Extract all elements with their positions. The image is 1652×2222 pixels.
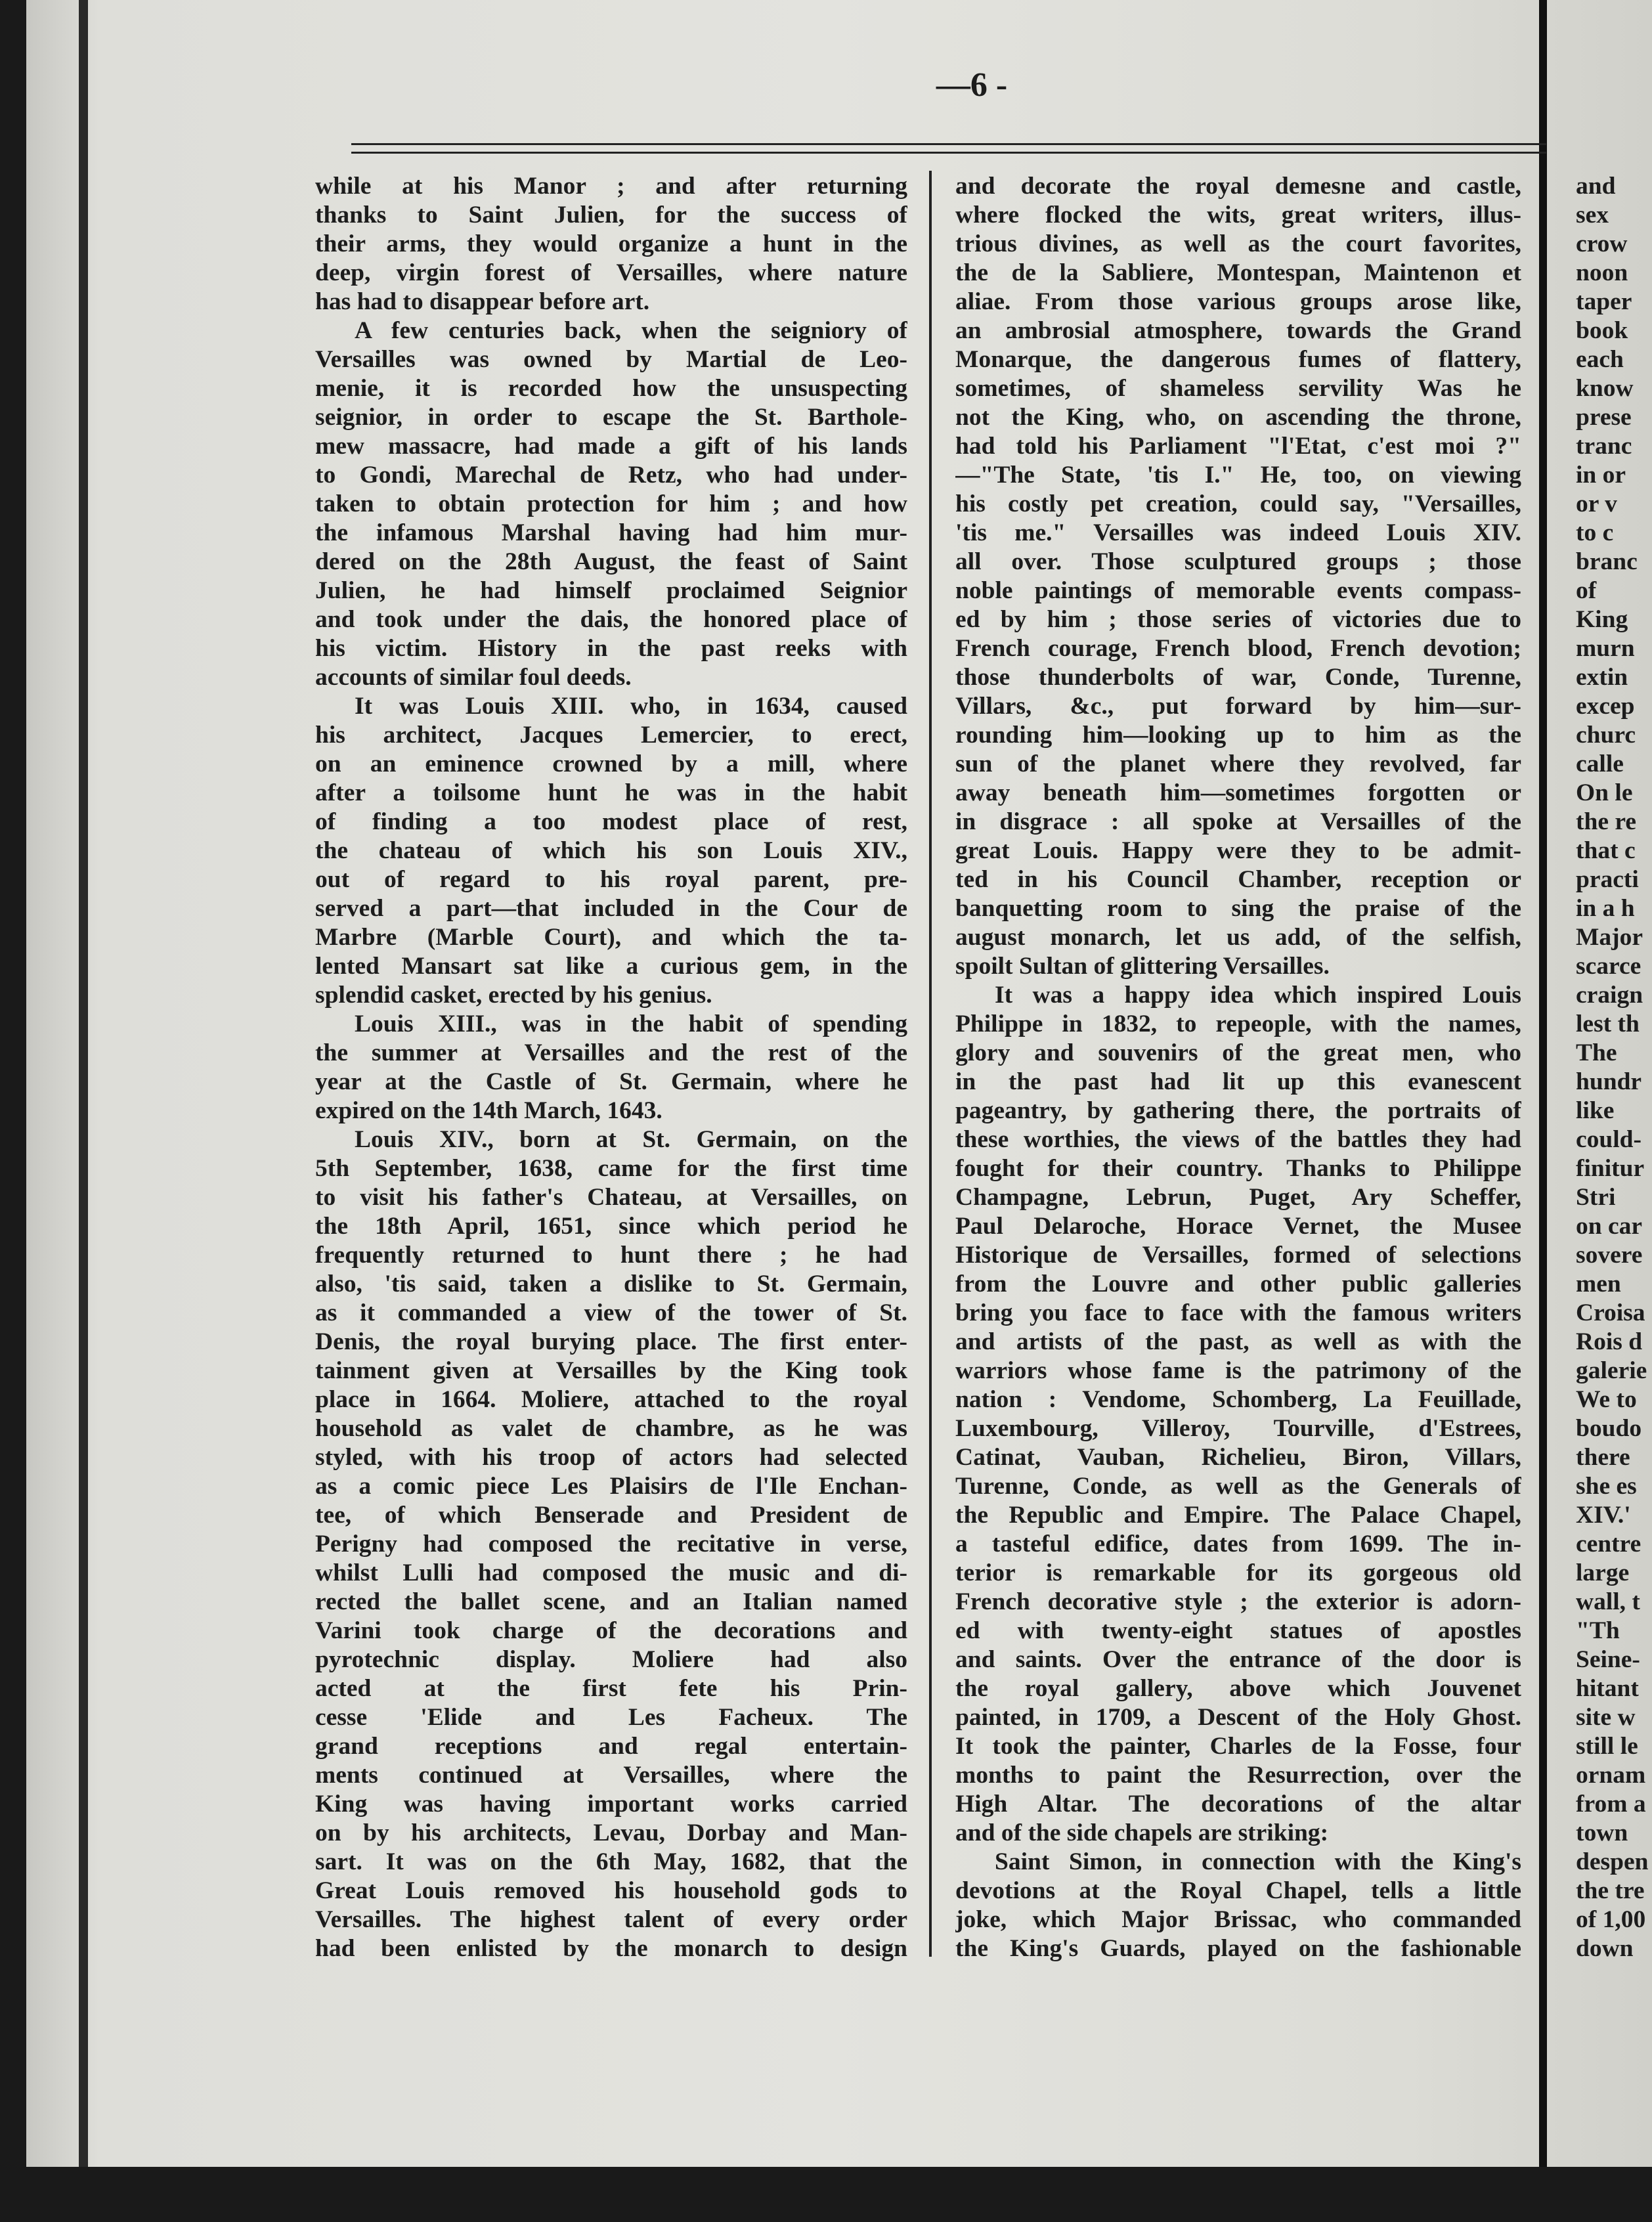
- text-line: spoilt Sultan of glittering Versailles.: [955, 953, 1330, 980]
- text-line: in the past had lit up this evanescent: [955, 1068, 1521, 1095]
- text-line: acted at the first fete his Prin-: [315, 1675, 907, 1702]
- text-line: place in 1664. Moliere, attached to the royal: [315, 1386, 907, 1413]
- text-line: menie, it is recorded how the unsuspecting: [315, 375, 907, 402]
- text-line: after a toilsome hunt he was in the habit: [315, 779, 907, 806]
- text-line: extin: [1576, 664, 1628, 691]
- text-line: hundr: [1576, 1068, 1642, 1095]
- text-line: Varini took charge of the decorations and: [315, 1617, 907, 1644]
- text-line: devotions at the Royal Chapel, tells a little: [955, 1877, 1521, 1904]
- text-line: all over. Those sculptured groups ; those: [955, 548, 1521, 575]
- text-line: these worthies, the views of the battles they had: [955, 1126, 1521, 1153]
- text-line: scarce: [1576, 953, 1641, 980]
- text-line: tee, of which Benserade and President de: [315, 1502, 907, 1529]
- text-line: town: [1576, 1819, 1628, 1846]
- text-line: excep: [1576, 693, 1635, 720]
- text-line: Champagne, Lebrun, Puget, Ary Scheffer,: [955, 1184, 1521, 1211]
- text-line: painted, in 1709, a Descent of the Holy Ghost.: [955, 1704, 1521, 1731]
- text-line: noon: [1576, 259, 1628, 286]
- text-line: fought for their country. Thanks to Philippe: [955, 1155, 1521, 1182]
- text-line: Seine-: [1576, 1646, 1640, 1673]
- text-line: still le: [1576, 1733, 1638, 1760]
- text-line: Monarque, the dangerous fumes of flattery,: [955, 346, 1521, 373]
- header-double-rule: [351, 143, 1546, 154]
- text-line: nation : Vendome, Schomberg, La Feuillade,: [955, 1386, 1521, 1413]
- text-line: The: [1576, 1039, 1617, 1066]
- text-line: she es: [1576, 1473, 1637, 1500]
- text-line: the summer at Versailles and the rest of the: [315, 1039, 907, 1066]
- text-line: murn: [1576, 635, 1635, 662]
- text-line: in a h: [1576, 895, 1635, 922]
- text-line: as it commanded a view of the tower of St.: [315, 1299, 907, 1326]
- text-line: from a: [1576, 1791, 1646, 1818]
- text-line: Luxembourg, Villeroy, Tourville, d'Estrees,: [955, 1415, 1521, 1442]
- text-line: bring you face to face with the famous writers: [955, 1299, 1521, 1326]
- text-line: Louis XIII., was in the habit of spending: [355, 1011, 907, 1037]
- text-line: away beneath him—sometimes forgotten or: [955, 779, 1521, 806]
- text-line: sex: [1576, 202, 1609, 229]
- text-line: of finding a too modest place of rest,: [315, 808, 907, 835]
- text-line: Historique de Versailles, formed of selections: [955, 1242, 1521, 1269]
- text-line: also, 'tis said, taken a dislike to St. Germain,: [315, 1271, 907, 1297]
- text-line: King: [1576, 606, 1628, 633]
- text-line: King was having important works carried: [315, 1791, 907, 1818]
- text-line: styled, with his troop of actors had selected: [315, 1444, 907, 1471]
- text-line: book: [1576, 317, 1628, 344]
- text-line: frequently returned to hunt there ; he had: [315, 1242, 907, 1269]
- text-line: rounding him—looking up to him as the: [955, 722, 1521, 749]
- text-line: the Republic and Empire. The Palace Chapel,: [955, 1502, 1521, 1529]
- text-line: wall, t: [1576, 1588, 1640, 1615]
- text-line: Julien, he had himself proclaimed Seignior: [315, 577, 907, 604]
- text-line: Great Louis removed his household gods to: [315, 1877, 907, 1904]
- film-edge-bottom: [0, 2167, 1652, 2222]
- text-line: prese: [1576, 404, 1632, 431]
- text-line: grand receptions and regal entertain-: [315, 1733, 907, 1760]
- text-line: the de la Sabliere, Montespan, Maintenon et: [955, 259, 1521, 286]
- text-line: great Louis. Happy were they to be admit-: [955, 837, 1521, 864]
- text-line: on car: [1576, 1213, 1643, 1240]
- text-line: like: [1576, 1097, 1615, 1124]
- text-line: Rois d: [1576, 1328, 1643, 1355]
- text-line: practi: [1576, 866, 1639, 893]
- text-line: from the Louvre and other public galleries: [955, 1271, 1521, 1297]
- text-line: Versailles. The highest talent of every order: [315, 1906, 907, 1933]
- text-line: large: [1576, 1559, 1630, 1586]
- text-line: those thunderbolts of war, Conde, Turenne,: [955, 664, 1521, 691]
- text-line: an ambrosial atmosphere, towards the Grand: [955, 317, 1521, 344]
- text-line: site w: [1576, 1704, 1636, 1731]
- text-line: pageantry, by gathering there, the portraits of: [955, 1097, 1521, 1124]
- text-line: of: [1576, 577, 1597, 604]
- text-line: sart. It was on the 6th May, 1682, that the: [315, 1848, 907, 1875]
- text-line: there: [1576, 1444, 1630, 1471]
- text-line: Versailles was owned by Martial de Leo-: [315, 346, 907, 373]
- text-line: had told his Parliament "l'Etat, c'est moi ?": [955, 433, 1521, 460]
- text-line: the tre: [1576, 1877, 1645, 1904]
- text-line: august monarch, let us add, of the selfish,: [955, 924, 1521, 951]
- text-line: in disgrace : all spoke at Versailles of the: [955, 808, 1521, 835]
- text-line: thanks to Saint Julien, for the success of: [315, 202, 907, 229]
- text-line: his architect, Jacques Lemercier, to erect,: [315, 722, 907, 749]
- text-line: sometimes, of shameless servility Was he: [955, 375, 1521, 402]
- text-line: "Th: [1576, 1617, 1620, 1644]
- text-line: ted in his Council Chamber, reception or: [955, 866, 1521, 893]
- text-line: served a part—that included in the Cour de: [315, 895, 907, 922]
- text-line: the King's Guards, played on the fashionable: [955, 1935, 1521, 1962]
- text-line: on an eminence crowned by a mill, where: [315, 751, 907, 777]
- text-line: year at the Castle of St. Germain, where he: [315, 1068, 907, 1095]
- text-line: tainment given at Versailles by the King took: [315, 1357, 907, 1384]
- text-line: branc: [1576, 548, 1638, 575]
- text-line: Marbre (Marble Court), and which the ta-: [315, 924, 907, 951]
- text-line: mew massacre, had made a gift of his lands: [315, 433, 907, 460]
- text-line: that c: [1576, 837, 1636, 864]
- text-line: a tasteful edifice, dates from 1699. The in-: [955, 1531, 1521, 1558]
- text-line: to Gondi, Marechal de Retz, who had under-: [315, 462, 907, 489]
- text-line: Paul Delaroche, Horace Vernet, the Musee: [955, 1213, 1521, 1240]
- text-line: and saints. Over the entrance of the door is: [955, 1646, 1521, 1673]
- text-line: sovere: [1576, 1242, 1643, 1269]
- text-line: taper: [1576, 288, 1632, 315]
- text-line: on by his architects, Levau, Dorbay and Man-: [315, 1819, 907, 1846]
- text-line: down: [1576, 1935, 1634, 1962]
- text-line: the infamous Marshal having had him mur-: [315, 519, 907, 546]
- text-line: the 18th April, 1651, since which period he: [315, 1213, 907, 1240]
- text-line: and took under the dais, the honored place of: [315, 606, 907, 633]
- text-line: taken to obtain protection for him ; and how: [315, 490, 907, 517]
- text-line: On le: [1576, 779, 1633, 806]
- text-line: household as valet de chambre, as he was: [315, 1415, 907, 1442]
- film-edge-inner: [79, 0, 88, 2222]
- text-line: ed by him ; those series of victories due to: [955, 606, 1521, 633]
- text-line: XIV.': [1576, 1502, 1631, 1529]
- text-line: could-: [1576, 1126, 1642, 1153]
- text-line: sun of the planet where they revolved, far: [955, 751, 1521, 777]
- text-line: and: [1576, 173, 1616, 200]
- text-line: and artists of the past, as well as with the: [955, 1328, 1521, 1355]
- text-line: warriors whose fame is the patrimony of the: [955, 1357, 1521, 1384]
- text-line: banquetting room to sing the praise of the: [955, 895, 1521, 922]
- text-line: lented Mansart sat like a curious gem, in the: [315, 953, 907, 980]
- text-line: terior is remarkable for its gorgeous old: [955, 1559, 1521, 1586]
- text-line: deep, virgin forest of Versailles, where nature: [315, 259, 907, 286]
- text-line: calle: [1576, 751, 1624, 777]
- text-line: or v: [1576, 490, 1617, 517]
- text-line: Denis, the royal burying place. The first enter-: [315, 1328, 907, 1355]
- text-line: the chateau of which his son Louis XIV.,: [315, 837, 907, 864]
- text-line: It was a happy idea which inspired Louis: [995, 982, 1521, 1009]
- text-line: Stri: [1576, 1184, 1616, 1211]
- text-line: to visit his father's Chateau, at Versailles, on: [315, 1184, 907, 1211]
- text-line: finitur: [1576, 1155, 1645, 1182]
- text-line: whilst Lulli had composed the music and di-: [315, 1559, 907, 1586]
- text-line: accounts of similar foul deeds.: [315, 664, 632, 691]
- text-line: We to: [1576, 1386, 1637, 1413]
- text-line: joke, which Major Brissac, who commanded: [955, 1906, 1521, 1933]
- text-line: hitant: [1576, 1675, 1639, 1702]
- text-line: churc: [1576, 722, 1636, 749]
- text-line: each: [1576, 346, 1624, 373]
- film-edge-left: [0, 0, 26, 2222]
- text-line: pyrotechnic display. Moliere had also: [315, 1646, 907, 1673]
- text-line: their arms, they would organize a hunt in the: [315, 230, 907, 257]
- text-line: boudo: [1576, 1415, 1642, 1442]
- text-line: and decorate the royal demesne and castle,: [955, 173, 1521, 200]
- text-line: splendid casket, erected by his genius.: [315, 982, 712, 1009]
- text-line: glory and souvenirs of the great men, who: [955, 1039, 1521, 1066]
- text-line: Major: [1576, 924, 1643, 951]
- text-line: the royal gallery, above which Jouvenet: [955, 1675, 1521, 1702]
- page-number: —6 -: [936, 66, 1008, 104]
- text-line: French courage, French blood, French devotion;: [955, 635, 1521, 662]
- text-line: noble paintings of memorable events compass-: [955, 577, 1521, 604]
- text-line: —"The State, 'tis I." He, too, on viewing: [955, 462, 1521, 489]
- column-left: [315, 172, 907, 1963]
- text-line: Croisa: [1576, 1299, 1645, 1326]
- text-line: centre: [1576, 1531, 1641, 1558]
- text-line: trious divines, as well as the court favorites,: [955, 230, 1521, 257]
- text-line: Turenne, Conde, as well as the Generals of: [955, 1473, 1521, 1500]
- text-line: ments continued at Versailles, where the: [315, 1762, 907, 1789]
- text-line: his costly pet creation, could say, "Versailles,: [955, 490, 1521, 517]
- text-line: Saint Simon, in connection with the King's: [995, 1848, 1521, 1875]
- text-line: 'tis me." Versailles was indeed Louis XIV.: [955, 519, 1521, 546]
- text-line: galerie: [1576, 1357, 1647, 1384]
- text-line: craign: [1576, 982, 1643, 1009]
- text-line: know: [1576, 375, 1634, 402]
- text-line: of 1,00: [1576, 1906, 1646, 1933]
- text-line: It took the painter, Charles de la Fosse, four: [955, 1733, 1521, 1760]
- text-line: crow: [1576, 230, 1628, 257]
- text-line: men: [1576, 1271, 1621, 1297]
- text-line: cesse 'Elide and Les Facheux. The: [315, 1704, 907, 1731]
- text-line: as a comic piece Les Plaisirs de l'Ile Enchan-: [315, 1473, 907, 1500]
- text-line: his victim. History in the past reeks with: [315, 635, 907, 662]
- page-gutter-divider: [1539, 0, 1547, 2167]
- text-line: the re: [1576, 808, 1636, 835]
- text-line: 5th September, 1638, came for the first time: [315, 1155, 907, 1182]
- text-line: while at his Manor ; and after returning: [315, 173, 907, 200]
- text-line: lest th: [1576, 1011, 1640, 1037]
- text-line: rected the ballet scene, and an Italian named: [315, 1588, 907, 1615]
- text-line: French decorative style ; the exterior is adorn-: [955, 1588, 1521, 1615]
- column-right-partial: [1576, 172, 1652, 1963]
- text-line: not the King, who, on ascending the throne,: [955, 404, 1521, 431]
- text-line: dered on the 28th August, the feast of Saint: [315, 548, 907, 575]
- text-line: despen: [1576, 1848, 1649, 1875]
- text-line: out of regard to his royal parent, pre-: [315, 866, 907, 893]
- text-line: seignior, in order to escape the St. Barthole-: [315, 404, 907, 431]
- text-line: where flocked the wits, great writers, illus-: [955, 202, 1521, 229]
- text-line: ed with twenty-eight statues of apostles: [955, 1617, 1521, 1644]
- text-line: Perigny had composed the recitative in verse,: [315, 1531, 907, 1558]
- text-line: A few centuries back, when the seigniory of: [355, 317, 907, 344]
- text-line: had been enlisted by the monarch to design: [315, 1935, 907, 1962]
- text-line: ornam: [1576, 1762, 1646, 1789]
- text-line: in or: [1576, 462, 1626, 489]
- text-line: and of the side chapels are striking:: [955, 1819, 1329, 1846]
- text-line: It was Louis XIII. who, in 1634, caused: [355, 693, 907, 720]
- text-line: Philippe in 1832, to repeople, with the names,: [955, 1011, 1521, 1037]
- text-line: tranc: [1576, 433, 1632, 460]
- text-line: aliae. From those various groups arose like,: [955, 288, 1521, 315]
- text-line: has had to disappear before art.: [315, 288, 650, 315]
- column-middle: [955, 172, 1521, 1963]
- column-divider: [929, 171, 932, 1957]
- text-line: to c: [1576, 519, 1614, 546]
- text-line: months to paint the Resurrection, over the: [955, 1762, 1521, 1789]
- text-line: High Altar. The decorations of the altar: [955, 1791, 1521, 1818]
- text-line: Villars, &c., put forward by him—sur-: [955, 693, 1521, 720]
- text-line: expired on the 14th March, 1643.: [315, 1097, 663, 1124]
- text-line: Louis XIV., born at St. Germain, on the: [355, 1126, 907, 1153]
- text-line: Catinat, Vauban, Richelieu, Biron, Villars,: [955, 1444, 1521, 1471]
